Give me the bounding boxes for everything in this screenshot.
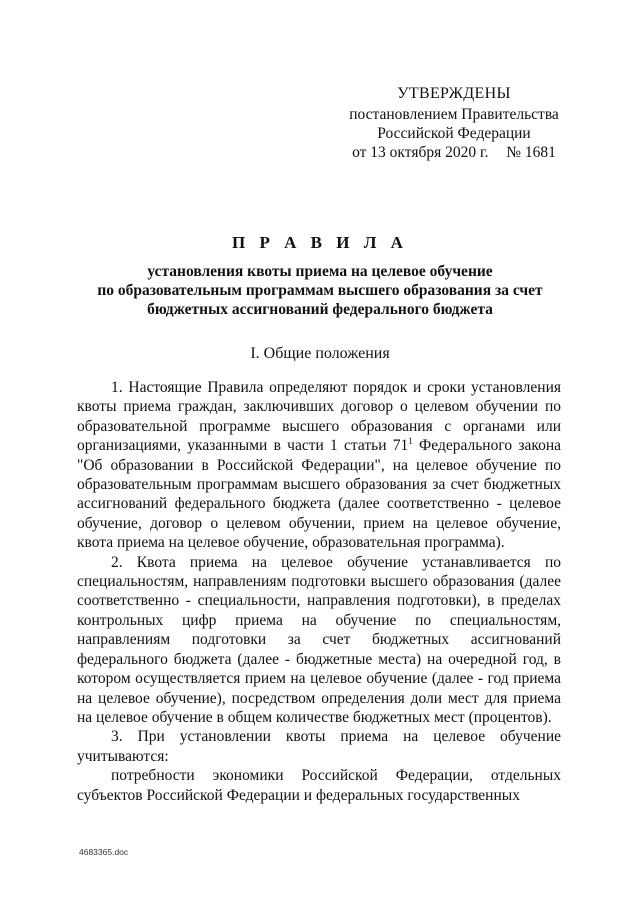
approval-number-sign: № — [506, 144, 522, 161]
file-mark: 4683365.doc — [79, 847, 129, 857]
document-title: П Р А В И Л А — [232, 233, 408, 252]
subtitle-line-2: по образовательным программам высшего образования за счет — [97, 282, 543, 299]
subtitle-line-1: установления квоты приема на целевое обучение — [147, 263, 493, 280]
approval-line-authority: Российской Федерации — [377, 125, 531, 142]
approval-number: 1681 — [524, 144, 556, 161]
document-body — [77, 378, 561, 805]
approval-block — [338, 84, 570, 162]
paragraph-1 — [77, 378, 561, 553]
approval-title: УТВЕРЖДЕНЫ — [397, 85, 511, 102]
approval-date: от 13 октября 2020 г. — [352, 144, 489, 161]
paragraph-3: 3. При установлении квоты приема на целевое обучение учитываются: — [77, 728, 561, 765]
section-heading: I. Общие положения — [250, 345, 390, 362]
paragraph-1-text-start: 1. Настоящие Правила определяют порядок и сроки установления квоты приема граждан, заключивших договор о целевом обучении по образовательной программе высшего образования с органами или организациями, указанными в части 1 статьи 71 — [77, 379, 561, 455]
document-subtitle — [70, 262, 570, 319]
paragraph-1-superscript: 1 — [408, 436, 413, 447]
paragraph-1-text-end: Федерального закона "Об образовании в Российской Федерации", на целевое обучение по образовательным программам высшего образования за счет бюджетных ассигнований федерального бюджета (далее соответственно - целевое обучение, договор о целевом обучении, прием на целевое обучение, квота приема на целевое обучение, образовательная программа). — [77, 437, 561, 552]
subtitle-line-3: бюджетных ассигнований федерального бюджета — [147, 301, 493, 318]
approval-date-line — [338, 143, 570, 162]
approval-line-decree: постановлением Правительства — [349, 106, 559, 123]
paragraph-4: потребности экономики Российской Федерации, отдельных субъектов Российской Федерации и федеральных государственных — [77, 767, 561, 804]
paragraph-2: 2. Квота приема на целевое обучение устанавливается по специальностям, направлениям подготовки высшего образования (далее соответственно - специальности, направления подготовки), в пределах контрольных цифр приема на обучение по специальностям, направлениям подготовки за счет бюджетных ассигнований федерального бюджета (далее - бюджетные места) на очередной год, в котором осуществляется прием на целевое обучение (далее - год приема на целевое обучение), посредством определения доли мест для приема на целевое обучение в общем количестве бюджетных мест (процентов). — [77, 553, 561, 726]
